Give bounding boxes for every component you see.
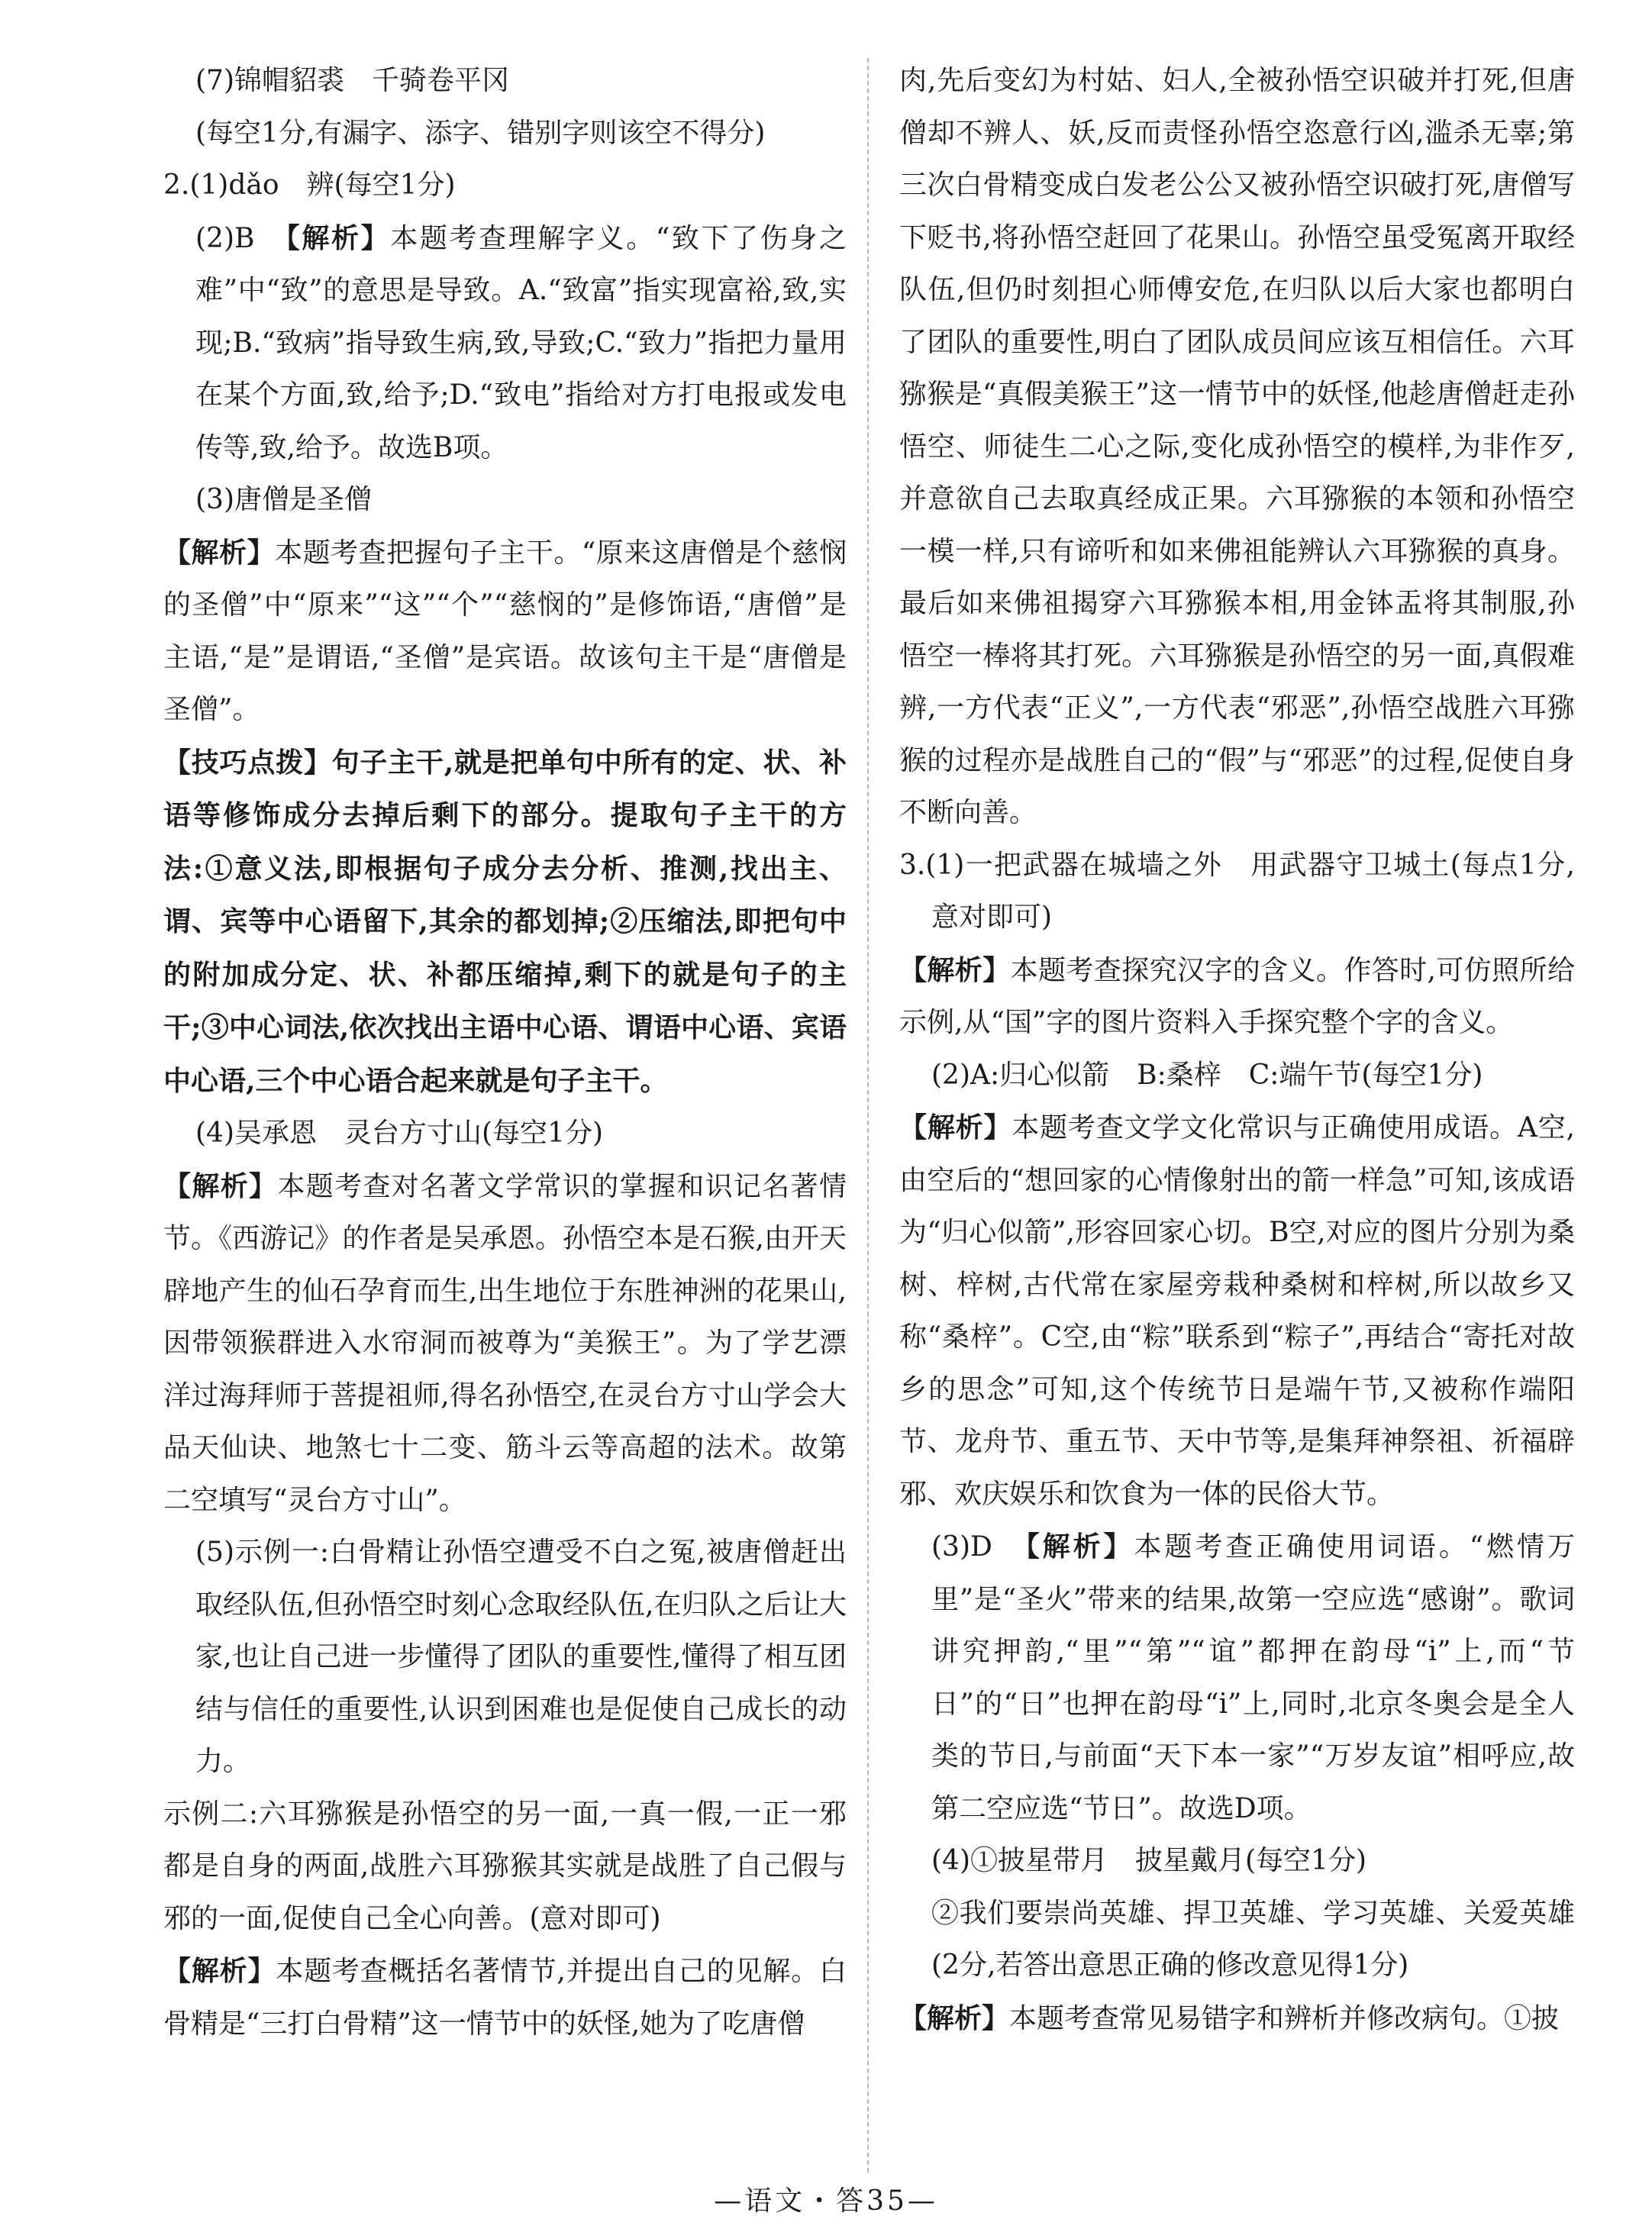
analysis-text: 本题考查常见易错字和辨析并修改病句。①披 <box>1009 2002 1560 2034</box>
left-column <box>163 55 847 2050</box>
analysis-tag: 【解析】 <box>899 953 1011 986</box>
q2-1: 2.(1)dǎo 辨(每空1分) <box>163 169 456 201</box>
analysis-tag: 【解析】 <box>286 221 391 254</box>
q2-4-analysis <box>163 1160 847 1527</box>
analysis-text: 本题考查理解字义。“致下了伤身之难”中“致”的意思是导致。A.“致富”指实现富裕,致,实现;B.“致病”指导致生病,致,导致;C.“致力”指把力量用在某个方面,致,给予;D.“致电”指给对方打电报或发电传等,致,给予。故选B项。 <box>195 222 847 463</box>
q3-3 <box>899 1521 1575 1835</box>
analysis-text: 本题考查正确使用词语。“燃情万里”是“圣火”带来的结果,故第一空应选“感谢”。歌词讲究押韵,“里”“第”“谊”都押在韵母“i”上,而“节日”的“日”也押在韵母“i”上,同时,北京冬奥会是全人类的节日,与前面“天下本一家”“万岁友谊”相呼应,故第二空应选“节日”。故选D项。 <box>931 1531 1575 1824</box>
analysis-tag: 【解析】 <box>163 536 276 569</box>
q3-4-2: ②我们要崇尚英雄、捍卫英雄、学习英雄、关爱英雄(2分,若答出意思正确的修改意见得1分) <box>931 1897 1575 1981</box>
scoring-note: (每空1分,有漏字、添字、错别字则该空不得分) <box>195 117 766 149</box>
q3-1: 3.(1)一把武器在城墙之外 用武器守卫城土(每点1分,意对即可) <box>899 849 1575 933</box>
q2-4: (4)吴承恩 灵台方寸山(每空1分) <box>195 1118 603 1149</box>
analysis-tag: 【解析】 <box>899 2001 1010 2034</box>
tip-block <box>163 737 847 1108</box>
answer-label: (2)B <box>195 222 286 254</box>
q2-5-example-1: (5)示例一:白骨精让孙悟空遭受不白之冤,被唐僧赶出取经队伍,但孙悟空时刻心念取经队伍,在归队之后让大家,也让自己进一步懂得了团队的重要性,懂得了相互团结与信任的重要性,认识到困难也是促使自己成长的动力。 <box>195 1537 847 1777</box>
q3-4-1: (4)①披星带月 披星戴月(每空1分) <box>931 1845 1366 1876</box>
q2-2 <box>163 212 847 475</box>
analysis-tag: 【解析】 <box>1025 1530 1134 1563</box>
q3-1-analysis <box>899 944 1575 1050</box>
analysis-text: 本题考查对名著文学常识的掌握和识记名著情节。《西游记》的作者是吴承恩。孙悟空本是石猴,由开天辟地产生的仙石孕育而生,出生地位于东胜神洲的花果山,因带领猴群进入水帘洞而被尊为“美猴王”。为了学艺漂洋过海拜师于菩提祖师,得名孙悟空,在灵台方寸山学会大品天仙诀、地煞七十二变、筋斗云等高超的法术。故第二空填写“灵台方寸山”。 <box>163 1170 847 1516</box>
column-divider <box>867 58 869 2172</box>
q2-5-example-2: 示例二:六耳猕猴是孙悟空的另一面,一真一假,一正一邪都是自身的两面,战胜六耳猕猴其实就是战胜了自己假与邪的一面,促使自己全心向善。(意对即可) <box>163 1798 847 1934</box>
q2-3-analysis <box>163 527 847 737</box>
tip-text: 句子主干,就是把单句中所有的定、状、补语等修饰成分去掉后剩下的部分。提取句子主干的方法:①意义法,即根据句子成分去分析、推测,找出主、谓、宾等中心语留下,其余的都划掉;②压缩法,即把句中的附加成分定、状、补都压缩掉,剩下的就是句子的主干;③中心词法,依次找出主语中心语、谓语中心语、宾语中心语,三个中心语合起来就是句子主干。 <box>163 746 847 1097</box>
page-footer: —语文・答35— <box>714 2185 938 2217</box>
analysis-tag: 【解析】 <box>163 1955 276 1987</box>
tip-tag: 【技巧点拨】 <box>163 746 332 779</box>
q2-5-analysis-cont: 肉,先后变幻为村姑、妇人,全被孙悟空识破并打死,但唐僧却不辨人、妖,反而责怪孙悟空恣意行凶,滥杀无辜;第三次白骨精变成白发老公公又被孙悟空识破打死,唐僧写下贬书,将孙悟空赶回了花果山。孙悟空虽受冤离开取经队伍,但仍时刻担心师傅安危,在归队以后大家也都明白了团队的重要性,明白了团队成员间应该互相信任。六耳猕猴是“真假美猴王”这一情节中的妖怪,他趁唐僧赶走孙悟空、师徒生二心之际,变化成孙悟空的模样,为非作歹,并意欲自己去取真经成正果。六耳猕猴的本领和孙悟空一模一样,只有谛听和如来佛祖能辨认六耳猕猴的真身。最后如来佛祖揭穿六耳猕猴本相,用金钵盂将其制服,孙悟空一棒将其打死。六耳猕猴是孙悟空的另一面,真假难辨,一方代表“正义”,一方代表“邪恶”,孙悟空战胜六耳猕猴的过程亦是战胜自己的“假”与“邪恶”的过程,促使自身不断向善。 <box>899 65 1575 828</box>
right-column <box>899 55 1575 2045</box>
analysis-text: 本题考查把握句子主干。“原来这唐僧是个慈悯的圣僧”中“原来”“这”“个”“慈悯的”是修饰语,“唐僧”是主语,“是”是谓语,“圣僧”是宾语。故该句主干是“唐僧是圣僧”。 <box>163 537 847 725</box>
q3-2-analysis <box>899 1101 1575 1521</box>
q3-4-analysis <box>899 1992 1575 2046</box>
analysis-text: 本题考查探究汉字的含义。作答时,可仿照所给示例,从“国”字的图片资料入手探究整个字的含义。 <box>899 954 1575 1038</box>
q3-2: (2)A:归心似箭 B:桑梓 C:端午节(每空1分) <box>931 1059 1483 1091</box>
analysis-tag: 【解析】 <box>899 1111 1012 1143</box>
analysis-text: 本题考查文学文化常识与正确使用成语。A空,由空后的“想回家的心情像射出的箭一样急”可知,该成语为“归心似箭”,形容回家心切。B空,对应的图片分别为桑树、梓树,古代常在家屋旁栽种桑树和梓树,所以故乡又称“桑梓”。C空,由“粽”联系到“粽子”,再结合“寄托对故乡的思念”可知,这个传统节日是端午节,又被称作端阳节、龙舟节、重五节、天中节等,是集拜神祭祖、祈福辟邪、欢庆娱乐和饮食为一体的民俗大节。 <box>899 1112 1575 1510</box>
answer-label: (3)D <box>931 1531 1026 1563</box>
q2-3: (3)唐僧是圣僧 <box>195 484 372 515</box>
analysis-text: 本题考查概括名著情节,并提出自己的见解。白骨精是“三打白骨精”这一情节中的妖怪,她为了吃唐僧 <box>163 1956 847 2040</box>
q2-5-analysis <box>163 1945 847 2050</box>
analysis-tag: 【解析】 <box>163 1169 278 1202</box>
answer-7: (7)锦帽貂裘 千骑卷平冈 <box>195 65 509 96</box>
